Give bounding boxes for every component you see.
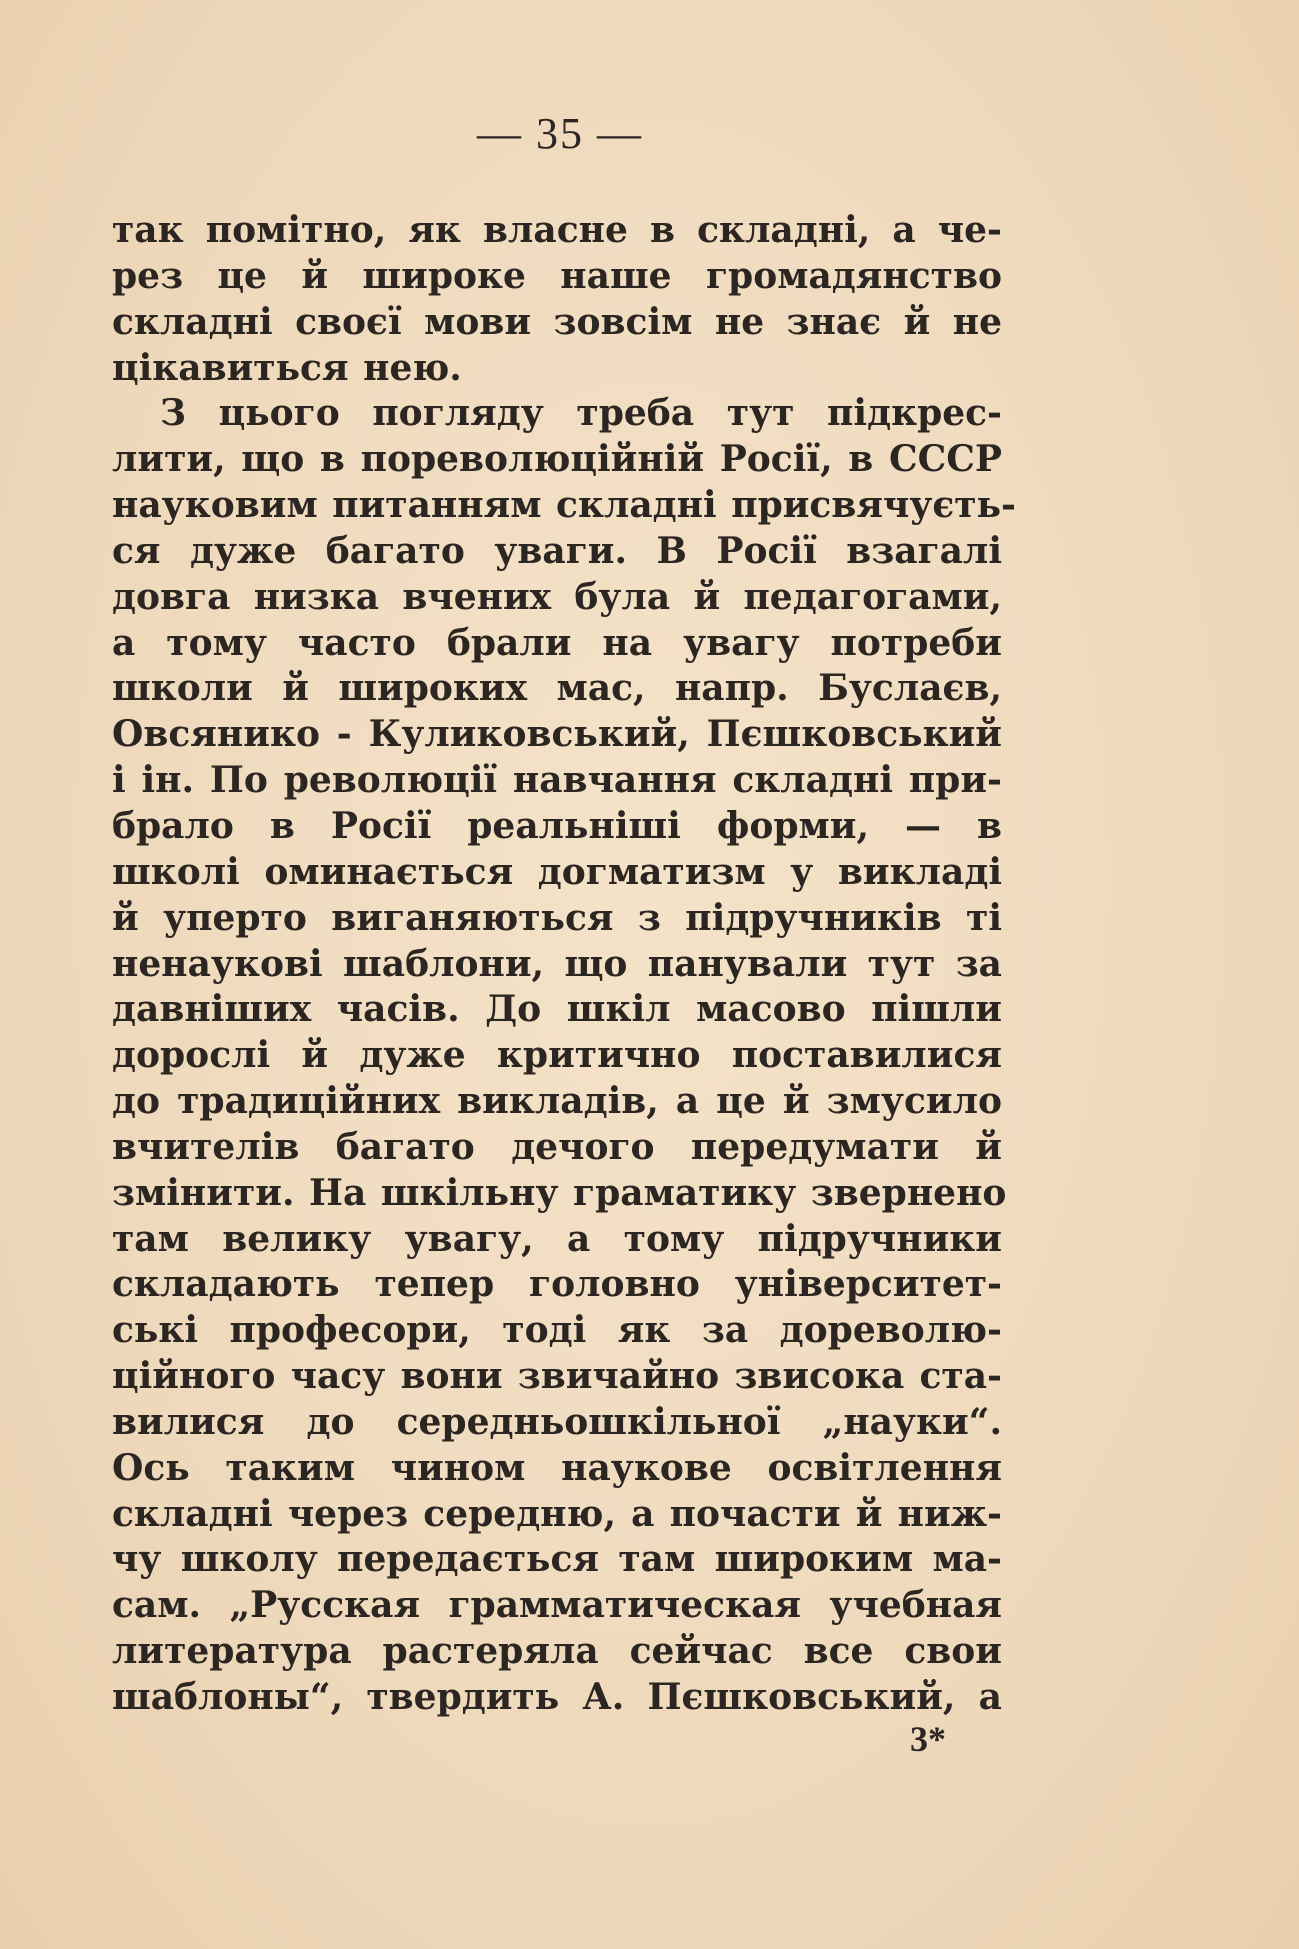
text-line: сам. „Русская грамматическая учебная — [112, 1584, 1002, 1627]
text-line: вилися до середньошкільної „науки“. — [112, 1400, 1002, 1443]
text-line: складні через середню, а почасти й ниж- — [112, 1492, 1002, 1535]
text-line: й уперто виганяються з підручників ті — [112, 896, 1002, 939]
text-line: чу школу передається там широким ма- — [112, 1538, 1002, 1581]
text-line: і ін. По революції навчання складні при- — [112, 759, 1002, 802]
body-text — [112, 208, 1016, 1721]
text-line: шаблоны“, твердить А. Пєшковський, а — [112, 1676, 1002, 1718]
text-line: складні своєї мови зовсім не знає й не — [112, 300, 1002, 343]
text-line: так помітно, як власне в складні, а че- — [112, 209, 1002, 251]
text-line: довга низка вчених була й педагогами, — [112, 575, 1002, 618]
signature-mark: 3* — [910, 1719, 946, 1759]
text-line: давніших часів. До шкіл масово пішли — [112, 988, 1002, 1031]
paragraph-start-line: З цього погляду треба тут підкрес- — [160, 392, 1002, 435]
text-line: литература растеряла сейчас все свои — [112, 1630, 1002, 1673]
text-line: ся дуже багато уваги. В Росії взагалі — [112, 529, 1002, 572]
text-line: Овсянико - Куликовський, Пєшковський — [112, 713, 1002, 756]
text-line: складають тепер головно університет- — [112, 1263, 1002, 1306]
text-line: змінити. На шкільну граматику звернено — [112, 1171, 1007, 1214]
text-line: рез це й широке наше громадянство — [112, 254, 1002, 297]
page-number: — 35 — — [477, 109, 643, 158]
text-line: ські професори, тоді як за дореволю- — [112, 1309, 1002, 1352]
text-line: ненаукові шаблони, що панували тут за — [112, 942, 1002, 985]
text-line: цікавиться нею. — [112, 346, 462, 389]
text-line: а тому часто брали на увагу потреби — [112, 621, 1002, 664]
text-line: школі оминається догматизм у викладі — [112, 850, 1002, 893]
text-line: там велику увагу, а тому підручники — [112, 1217, 1002, 1260]
text-line: брало в Росії реальніші форми, — в — [112, 804, 1002, 847]
text-line: до традиційних викладів, а це й змусило — [112, 1080, 1002, 1123]
text-line: ційного часу вони звичайно звисока ста- — [112, 1355, 1002, 1398]
text-line: Ось таким чином наукове освітлення — [112, 1446, 1002, 1489]
text-line: лити, що в пореволюційній Росії, в СССР — [112, 438, 1002, 481]
text-line: вчителів багато дечого передумати й — [112, 1125, 1002, 1168]
text-line: дорослі й дуже критично поставилися — [112, 1034, 1002, 1077]
text-line: школи й широких мас, напр. Буслаєв, — [112, 667, 1002, 710]
text-line: науковим питанням складні присвячуєть- — [112, 484, 1016, 527]
